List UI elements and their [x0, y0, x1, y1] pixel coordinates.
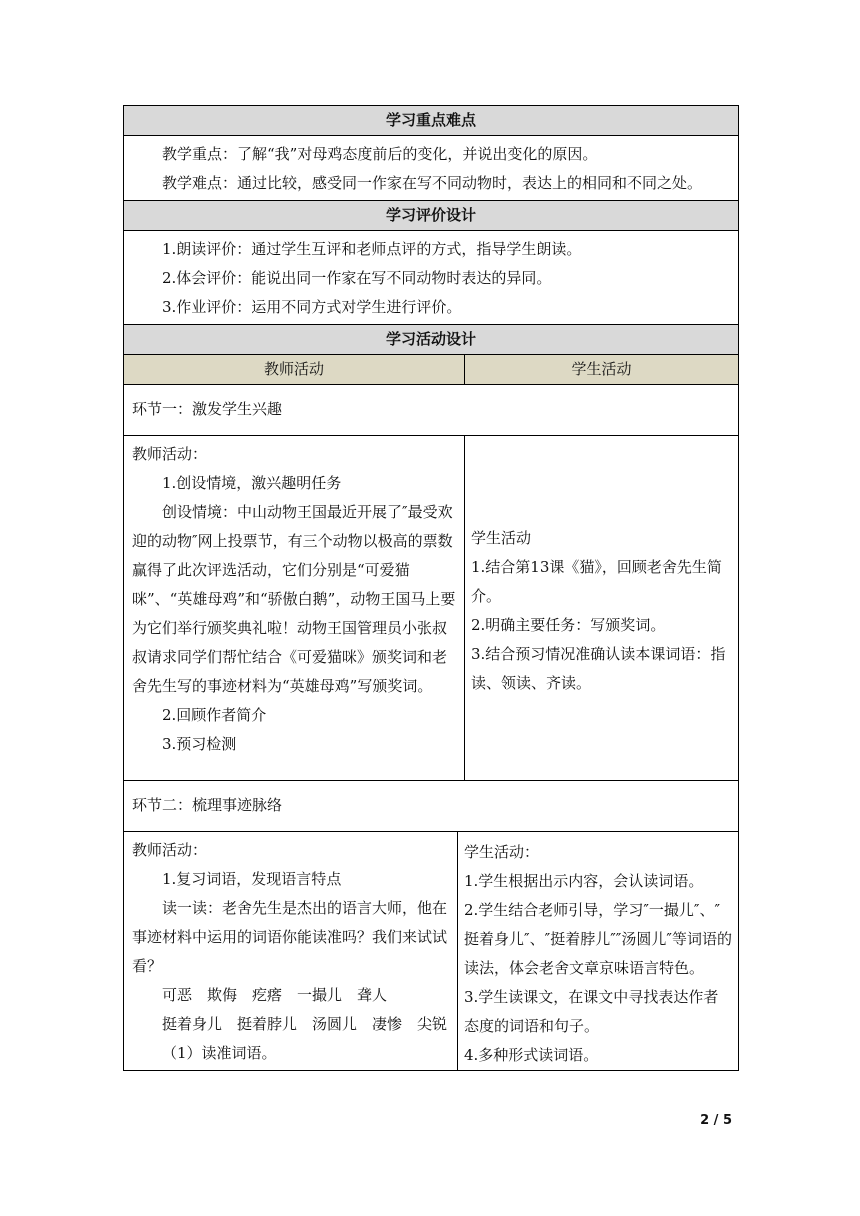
- teacher-item: 1.创设情境，激兴趣明任务: [162, 474, 342, 492]
- student-item: 2.学生结合老师引导，学习″一撮儿″、″挺着身儿″、″挺着脖儿″″汤圆儿″等词语的读法，体会老舍文章京味语言特色。: [464, 901, 733, 977]
- evaluation-cell: [124, 231, 739, 325]
- word-list: 挺着身儿 挺着脖儿 汤圆儿 凄惨 尖锐: [162, 1015, 448, 1033]
- student-item: 1.结合第13课《猫》，回顾老舍先生简介。: [471, 558, 722, 605]
- teacher-activity-heading: 教师活动：: [132, 841, 208, 859]
- evaluation-item: 1.朗读评价：通过学生互评和老师点评的方式，指导学生朗读。: [162, 240, 582, 258]
- word-list: 可恶 欺侮 疙瘩 一撮儿 聋人: [162, 986, 388, 1004]
- stage-two-student-cell: [458, 832, 739, 1071]
- section-header-evaluation: 学习评价设计: [124, 201, 739, 231]
- student-activity-heading: 学生活动: [471, 529, 532, 547]
- stage-two-title: 环节二：梳理事迹脉络: [124, 781, 739, 832]
- teacher-paragraph: 读一读：老舍先生是杰出的语言大师，他在事迹材料中运用的词语你能读准吗？我们来试试看？: [132, 899, 448, 975]
- stage-one-student-cell: [465, 436, 739, 781]
- teacher-item: 1.复习词语，发现语言特点: [162, 870, 342, 888]
- teacher-item: 3.预习检测: [162, 735, 237, 753]
- student-item: 2.明确主要任务：写颁奖词。: [471, 616, 666, 634]
- section-header-key-points: 学习重点难点: [124, 106, 739, 136]
- stage-one-title: 环节一：激发学生兴趣: [124, 385, 739, 436]
- column-header-student: 学生活动: [465, 355, 739, 385]
- evaluation-item: 2.体会评价：能说出同一作家在写不同动物时表达的异同。: [162, 269, 552, 287]
- student-activity-heading: 学生活动：: [464, 843, 540, 861]
- student-item: 3.学生读课文，在课文中寻找表达作者态度的词语和句子。: [464, 988, 719, 1035]
- student-item: 3.结合预习情况准确认读本课词语：指读、领读、齐读。: [471, 645, 726, 692]
- teaching-focus: 教学重点：了解“我”对母鸡态度前后的变化，并说出变化的原因。: [162, 145, 598, 163]
- section-header-activities: 学习活动设计: [124, 325, 739, 355]
- teacher-paragraph: 创设情境：中山动物王国最近开展了″最受欢迎的动物″网上投票节，有三个动物以极高的票数赢得了此次评选活动，它们分别是“可爱猫咪”、“英雄母鸡”和“骄傲白鹅”，动物王国马上要为它们举行颁奖典礼啦！动物王国管理员小张叔叔请求同学们帮忙结合《可爱猫咪》颁奖词和老舍先生写的事迹材料为“英雄母鸡”写颁奖词。: [132, 503, 456, 695]
- key-points-cell: [124, 136, 739, 201]
- teacher-activity-heading: 教师活动：: [132, 445, 208, 463]
- stage-two-teacher-cell: [124, 832, 458, 1071]
- student-item: 4.多种形式读词语。: [464, 1046, 599, 1064]
- lesson-plan-table: [123, 105, 739, 1071]
- teacher-subitem: （1）读准词语。: [162, 1044, 277, 1062]
- page-number: 2 / 5: [700, 1113, 732, 1128]
- stage-one-teacher-cell: [124, 436, 465, 781]
- evaluation-item: 3.作业评价：运用不同方式对学生进行评价。: [162, 298, 462, 316]
- teaching-difficulty: 教学难点：通过比较，感受同一作家在写不同动物时，表达上的相同和不同之处。: [162, 174, 703, 192]
- column-header-teacher: 教师活动: [124, 355, 465, 385]
- teacher-item: 2.回顾作者简介: [162, 706, 267, 724]
- student-item: 1.学生根据出示内容，会认读词语。: [464, 872, 704, 890]
